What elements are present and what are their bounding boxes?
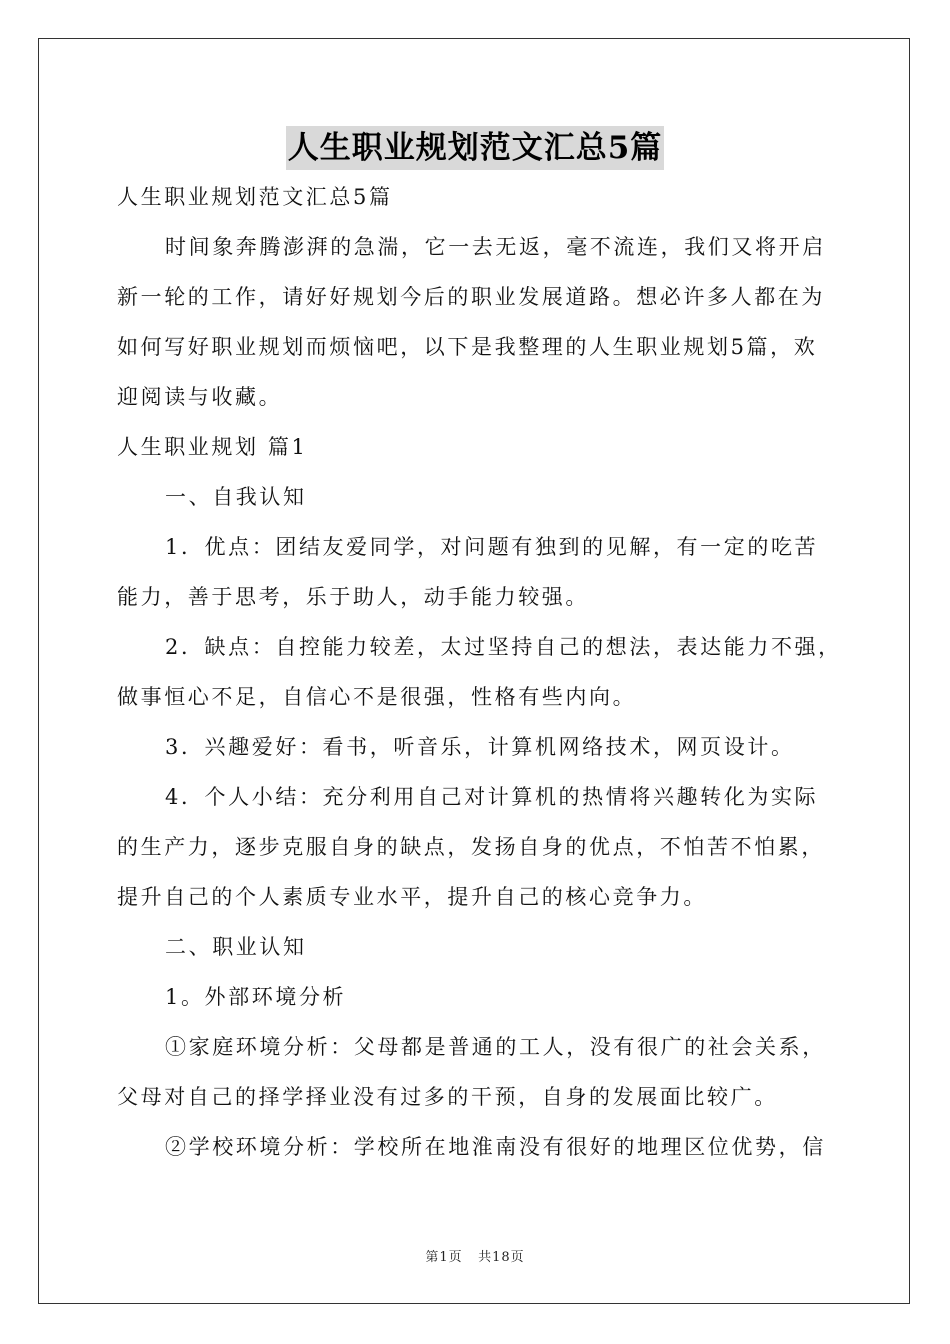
page-footer — [0, 1246, 950, 1265]
text-line: ②学校环境分析：学校所在地淮南没有很好的地理区位优势，信 — [165, 1135, 826, 1159]
text-line: 的生产力，逐步克服自身的缺点，发扬自身的优点，不怕苦不怕累， — [117, 835, 825, 859]
text-line: 二、职业认知 — [165, 935, 307, 959]
text-line: 人生职业规划范文汇总5篇 — [117, 185, 393, 209]
document-body — [117, 172, 842, 1172]
text-line: ①家庭环境分析：父母都是普通的工人，没有很广的社会关系， — [165, 1035, 826, 1059]
text-line: 3．兴趣爱好：看书，听音乐，计算机网络技术，网页设计。 — [165, 735, 795, 759]
text-line: 一、自我认知 — [165, 485, 307, 509]
text-line: 2．缺点：自控能力较差，太过坚持自己的想法，表达能力不强， — [165, 635, 842, 659]
text-line: 1．优点：团结友爱同学，对问题有独到的见解，有一定的吃苦 — [165, 535, 819, 559]
text-line: 迎阅读与收藏。 — [117, 385, 283, 409]
document-title: 人生职业规划范文汇总5篇 — [286, 126, 665, 170]
text-line: 能力，善于思考，乐于助人，动手能力较强。 — [117, 585, 589, 609]
text-line: 新一轮的工作，请好好规划今后的职业发展道路。想必许多人都在为 — [117, 285, 825, 309]
page-number: 第1页 — [425, 1250, 463, 1265]
text-line: 如何写好职业规划而烦恼吧，以下是我整理的人生职业规划5篇，欢 — [117, 335, 818, 359]
text-line: 人生职业规划 篇1 — [117, 435, 308, 459]
text-line: 1。外部环境分析 — [165, 985, 347, 1009]
page-total: 共18页 — [478, 1250, 525, 1265]
title-area — [0, 126, 950, 170]
text-line: 4．个人小结：充分利用自己对计算机的热情将兴趣转化为实际 — [165, 785, 819, 809]
text-line: 做事恒心不足，自信心不是很强，性格有些内向。 — [117, 685, 637, 709]
text-line: 父母对自己的择学择业没有过多的干预，自身的发展面比较广。 — [117, 1085, 778, 1109]
text-line: 时间象奔腾澎湃的急湍，它一去无返，毫不流连，我们又将开启 — [165, 235, 826, 259]
text-line: 提升自己的个人素质专业水平，提升自己的核心竞争力。 — [117, 885, 707, 909]
